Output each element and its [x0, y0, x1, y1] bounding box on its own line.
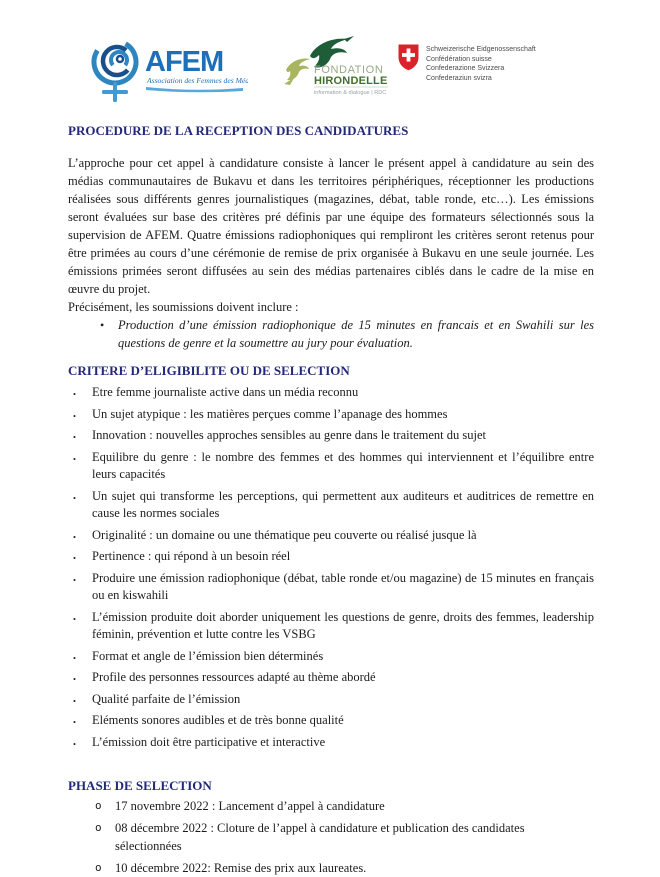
section-title-procedure: PROCEDURE DE LA RECEPTION DES CANDIDATURES — [68, 123, 409, 138]
criteria-item-text: Un sujet qui transforme les perceptions, qui permettent aux auditeurs et auditrices de remettre en cause les normes sociales — [92, 488, 594, 520]
dot-bullet-icon: • — [73, 432, 76, 442]
criteria-item-text: Pertinence : qui répond à un besoin réel — [92, 549, 291, 563]
afem-logo-graphic — [88, 36, 248, 108]
swallow-dark-icon — [310, 36, 354, 68]
criteria-item-text: Format et angle de l’émission bien déterminés — [92, 648, 324, 663]
criteria-item — [68, 570, 594, 605]
dot-bullet-icon: • — [73, 717, 76, 727]
afem-tagline: Association des Femmes des Médias — [147, 76, 248, 85]
dot-bullet-icon: • — [73, 410, 76, 421]
circle-bullet-icon: o — [95, 821, 102, 834]
hirondelle-name-line1: FONDATION — [314, 64, 384, 76]
criteria-item — [68, 427, 594, 445]
criteria-item-text: Un sujet atypique : les matières perçues comme l’apanage des hommes — [92, 406, 448, 421]
hirondelle-subtitle: information & dialogue | RDC — [314, 90, 387, 96]
swiss-confederation-text — [426, 44, 536, 83]
criteria-item — [68, 449, 594, 484]
criteria-item-text: Eléments sonores audibles et de très bonne qualité — [92, 713, 344, 727]
dot-bullet-icon: • — [73, 389, 76, 399]
criteria-item-text: Etre femme journaliste active dans un média reconnu — [92, 385, 359, 399]
dot-bullet-icon: • — [73, 738, 76, 749]
dot-bullet-icon: • — [73, 553, 76, 563]
criteria-item — [68, 527, 594, 545]
intro-paragraph: L’approche pour cet appel à candidature consiste à lancer le présent appel à candidature au sein des médias communautaires de Bukavu et dans les territoires périphériques, réceptionner les productions réalisées sous différents genres journalistiques (magazines, débat, table ronde, etc…). Les émissions seront évaluées sur base des critères pré définis par une équipe des formateurs sélectionnés sous la supervision de AFEM. Quatre émissions radiophoniques qui rempliront les critères seront retenus pour être primées au cours d’une cérémonie de remise de prix organisée à Bukavu en une seule journée. Les émissions primées seront diffusées au sein des médias partenaires ciblés dans le cadre de la mise en œuvre du projet. — [68, 156, 594, 296]
criteria-item-text: L’émission produite doit aborder uniquement les questions de genre, droits des femmes, leadership féminin, prévention et lutte contre les VSBG — [92, 609, 594, 641]
criteria-item-text: Equilibre du genre : le nombre des femmes et des hommes qui interviennent et l’équilibre entre leurs capacités — [92, 449, 594, 481]
criteria-item — [68, 648, 594, 666]
dot-bullet-icon: • — [73, 492, 76, 503]
female-symbol-icon — [102, 82, 128, 102]
section-title-criteria: CRITERE D’ELIGIBILITE OU DE SELECTION — [68, 363, 350, 378]
afem-underline-swoosh — [146, 87, 243, 92]
criteria-item — [68, 406, 594, 424]
hirondelle-name-line2: HIRONDELLE — [314, 75, 388, 87]
phase-item — [68, 859, 594, 877]
swiss-line: Confederaziun svizra — [426, 74, 492, 82]
criteria-item-text: Produire une émission radiophonique (débat, table ronde et/ou magazine) de 15 minutes en français ou en kiswahili — [92, 570, 594, 602]
criteria-item-text: Originalité : un domaine ou une thématique peu couverte ou réalisé jusque là — [92, 527, 477, 542]
swiss-line: Schweizerische Eidgenossenschaft — [426, 46, 536, 53]
afem-logo — [88, 36, 248, 113]
criteria-list — [68, 384, 594, 751]
swallow-light-icon — [284, 59, 310, 85]
dot-bullet-icon: • — [73, 574, 76, 585]
submission-requirement-text: Production d’une émission radiophonique de 15 minutes en francais et en Swahili sur les questions de genre et la soumettre au jury pour évaluation. — [118, 318, 594, 350]
afem-acronym: AFEM — [145, 46, 224, 78]
criteria-item — [68, 669, 594, 687]
circle-bullet-icon: o — [95, 799, 102, 812]
logo-header — [0, 0, 660, 110]
document-body — [0, 110, 660, 877]
phase-item — [68, 797, 594, 815]
swiss-line: Confederazione Svizzera — [426, 65, 505, 72]
phase-list — [68, 797, 594, 877]
disc-bullet-icon: • — [100, 318, 105, 332]
swiss-confederation-logo — [398, 36, 536, 83]
criteria-item-text: Qualité parfaite de l’émission — [92, 691, 241, 706]
dot-bullet-icon: • — [73, 613, 76, 624]
submission-requirement-item — [68, 316, 594, 352]
hirondelle-logo-graphic — [284, 36, 390, 98]
dot-bullet-icon: • — [73, 695, 76, 706]
phase-item-text: 10 décembre 2022: Remise des prix aux laureates. — [115, 861, 367, 875]
phase-item-text: 17 novembre 2022 : Lancement d’appel à candidature — [115, 799, 385, 813]
criteria-item — [68, 734, 594, 752]
phase-item-text: 08 décembre 2022 : Cloture de l’appel à candidature et publication des candidates sélectionnées — [115, 821, 525, 853]
fondation-hirondelle-logo — [284, 36, 390, 103]
criteria-item — [68, 384, 594, 402]
criteria-item — [68, 488, 594, 523]
phase-item — [68, 819, 594, 855]
criteria-item — [68, 712, 594, 730]
swiss-line: Confédération suisse — [426, 55, 492, 63]
criteria-item-text: L’émission doit être participative et interactive — [92, 734, 326, 749]
dot-bullet-icon: • — [73, 531, 76, 542]
criteria-item — [68, 691, 594, 709]
dot-bullet-icon: • — [73, 674, 76, 684]
criteria-item-text: Profile des personnes ressources adapté au thème abordé — [92, 670, 376, 684]
swiss-shield-icon — [398, 44, 419, 71]
criteria-item-text: Innovation : nouvelles approches sensibles au genre dans le traitement du sujet — [92, 428, 486, 442]
submission-requirements-list — [68, 316, 594, 352]
criteria-item — [68, 548, 594, 566]
circle-bullet-icon: o — [95, 861, 102, 874]
dot-bullet-icon: • — [73, 652, 76, 663]
submissions-lead-line: Précisément, les soumissions doivent inclure : — [68, 300, 299, 314]
section-title-phase: PHASE DE SELECTION — [68, 778, 212, 793]
dot-bullet-icon: • — [73, 453, 76, 464]
criteria-item — [68, 609, 594, 644]
